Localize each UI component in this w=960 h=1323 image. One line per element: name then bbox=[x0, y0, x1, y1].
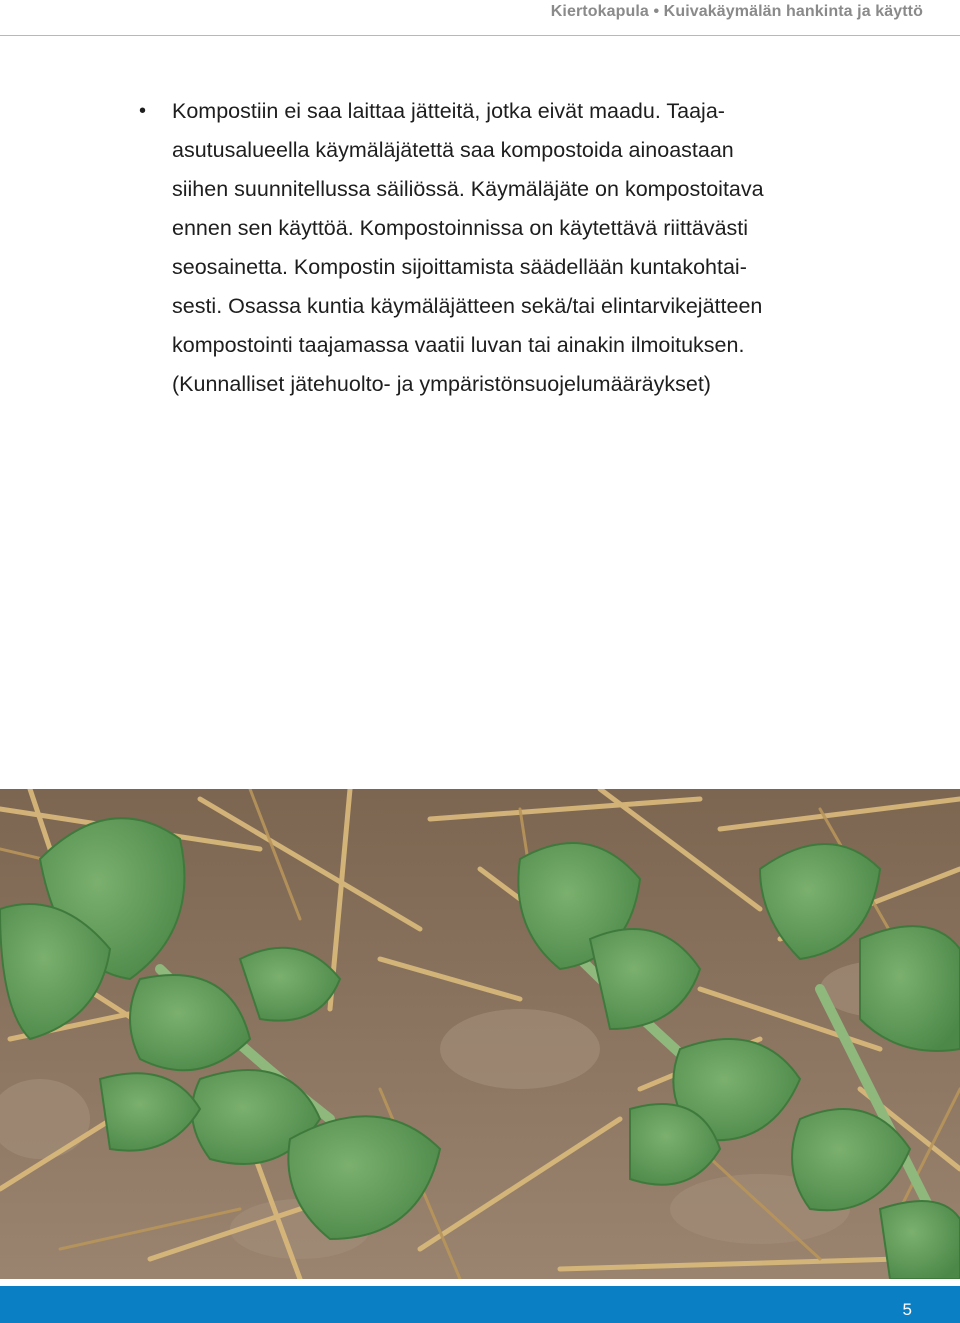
bullet-item bbox=[139, 92, 832, 404]
bullet-list bbox=[139, 92, 832, 404]
footer-band bbox=[0, 1286, 960, 1323]
bullet-line: siihen suunnitellussa säiliössä. Käymäläjäte on kompostoitava bbox=[172, 177, 764, 201]
bullet-line: kompostointi taajamassa vaatii luvan tai ainakin ilmoituksen. bbox=[172, 333, 745, 357]
header-divider bbox=[0, 35, 960, 36]
page-header bbox=[0, 0, 960, 36]
running-header-title: Kiertokapula • Kuivakäymälän hankinta ja käyttö bbox=[550, 3, 923, 20]
bullet-line: seosainetta. Kompostin sijoittamista säädellään kuntakohtai- bbox=[172, 255, 747, 279]
bullet-marker: • bbox=[139, 100, 147, 122]
bullet-line: ennen sen käyttöä. Kompostoinnissa on käytettävä riittävästi bbox=[172, 216, 749, 240]
bullet-line: asutusalueella käymäläjätettä saa kompostoida ainoastaan bbox=[172, 138, 734, 162]
page-number: 5 bbox=[902, 1300, 912, 1319]
bullet-line: sesti. Osassa kuntia käymäläjätteen sekä/tai elintarvikejätteen bbox=[172, 294, 763, 318]
bullet-line: Kompostiin ei saa laittaa jätteitä, jotka eivät maadu. Taaja- bbox=[172, 99, 725, 123]
bullet-line: (Kunnalliset jätehuolto- ja ympäristönsuojelumääräykset) bbox=[172, 372, 711, 396]
footer-gap bbox=[0, 1279, 960, 1286]
pea-seedlings-photo bbox=[0, 789, 960, 1279]
